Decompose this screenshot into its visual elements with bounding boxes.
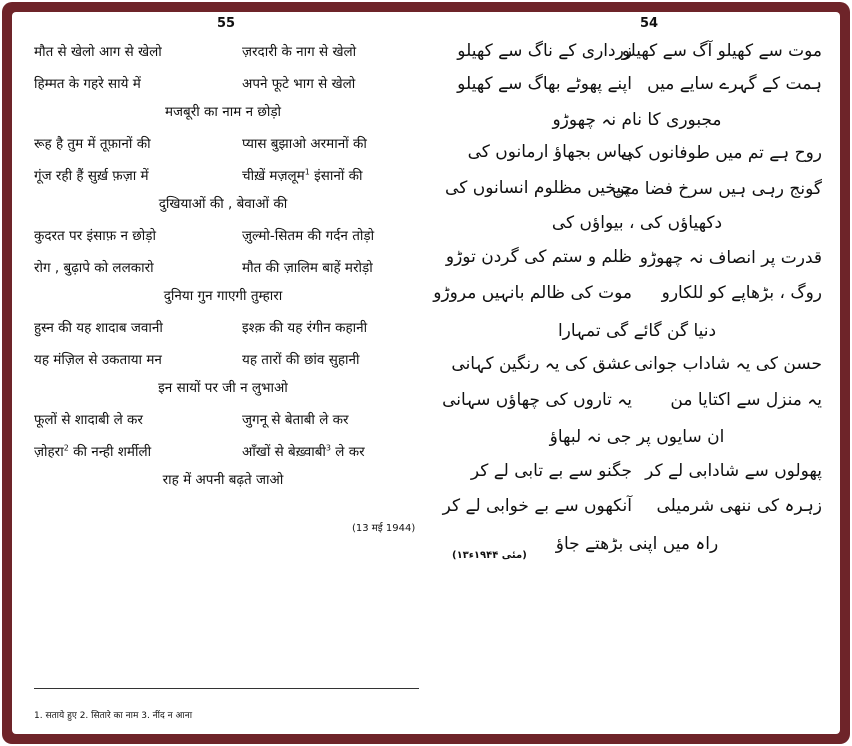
refrain-text: ان سایوں پر جی نہ لبھاؤ — [549, 427, 725, 448]
footnote-marker: 3 — [325, 443, 332, 453]
verse-first-half — [34, 74, 141, 92]
refrain-text: इन सायों पर जी न लुभाओ — [158, 380, 288, 396]
right-page-poem — [433, 40, 822, 554]
right-page-number: 54 — [640, 16, 659, 31]
verse-line — [34, 42, 412, 66]
footnote-marker: 2 — [63, 443, 69, 453]
verse-first-half: روح ہے تم میں طوفانوں کی — [620, 143, 822, 164]
verse-second-half-text: इश्क़ की यह रंगीन कहानी — [242, 320, 368, 336]
verse-second-half — [242, 410, 349, 428]
verse-line — [34, 74, 412, 98]
verse-second-half — [242, 226, 374, 244]
verse-second-half: عشق کی یہ رنگین کہانی — [451, 354, 632, 375]
refrain-line — [34, 102, 412, 126]
refrain-text: دکھیاؤں کی ، بیواؤں کی — [551, 213, 723, 234]
verse-second-half-text: प्यास बुझाओ अरमानों की — [242, 136, 367, 152]
verse-line — [452, 73, 822, 101]
refrain-text: مجبوری کا نام نہ چھوڑو — [552, 109, 722, 130]
verse-second-half: زرداری کے ناگ سے کھیلو — [457, 41, 632, 61]
page-frame — [2, 2, 850, 744]
verse-second-half: موت کی ظالم بانہیں مروڑو — [433, 283, 632, 304]
verse-second-half-text: चीख़ें मज़लूम — [242, 168, 305, 184]
verse-first-half-rest: की नन्ही शर्मीली — [68, 444, 152, 460]
verse-first-half-text: हुस्न की यह शादाब जवानी — [34, 320, 163, 336]
verse-line — [452, 40, 822, 68]
verse-first-half — [34, 350, 162, 368]
verse-second-half — [242, 74, 355, 92]
verse-second-half: یہ تاروں کی چھاؤں سہانی — [442, 389, 632, 410]
verse-line — [452, 353, 822, 381]
verse-line — [452, 460, 822, 488]
verse-second-half: آنکھوں سے بے خوابی لے کر — [442, 496, 632, 517]
verse-first-half-text: यह मंज़िल से उकताया मन — [34, 352, 162, 368]
verse-first-half — [34, 134, 151, 152]
verse-second-half — [242, 42, 356, 60]
verse-second-half — [242, 134, 367, 152]
verse-second-half-text: ज़रदारी के नाग से खेलो — [242, 44, 357, 60]
right-page-date: (۱۳مئی ۱۹۴۴ء) — [452, 550, 527, 561]
verse-second-half-rest: इंसानों की — [309, 168, 363, 184]
verse-second-half: جگنو سے بے تابی لے کر — [470, 460, 632, 481]
verse-second-half — [242, 442, 365, 460]
verse-first-half-text: हिम्मत के गहरे साये में — [34, 76, 141, 92]
verse-line — [34, 318, 412, 342]
verse-second-half-text: अपने फूटे भाग से खेलो — [242, 76, 356, 92]
verse-line — [445, 177, 822, 206]
verse-first-half-text: रोग , बुढ़ापे को ललकारो — [34, 260, 154, 276]
refrain-line — [452, 320, 822, 348]
verse-line — [433, 282, 822, 310]
verse-second-half — [242, 350, 359, 368]
verse-second-half-text: यह तारों की छांव सुहानी — [242, 352, 360, 368]
left-page-poem — [34, 42, 412, 522]
verse-first-half-text: मौत से खेलो आग से खेलो — [34, 44, 162, 60]
refrain-text: راہ میں اپنی بڑھتے جاؤ — [555, 533, 719, 554]
verse-second-half — [242, 166, 363, 184]
verse-first-half-text: कुदरत पर इंसाफ़ न छोड़ो — [34, 228, 156, 244]
verse-line — [442, 495, 822, 523]
refrain-line — [452, 109, 822, 137]
verse-first-half — [34, 166, 149, 184]
verse-second-half: چیخیں مظلوم انسانوں کی — [445, 177, 632, 198]
verse-second-half-text: मौत की ज़ालिम बाहें मरोड़ो — [242, 260, 373, 276]
verse-first-half: زہرہ کی ننھی شرمیلی — [656, 496, 822, 517]
verse-second-half-rest: ले कर — [331, 444, 365, 460]
verse-line — [34, 350, 412, 374]
verse-first-half: قدرت پر انصاف نہ چھوڑو — [639, 247, 822, 268]
verse-first-half — [34, 226, 156, 244]
verse-second-half: ظلم و ستم کی گردن توڑو — [445, 246, 632, 267]
verse-second-half — [242, 318, 367, 336]
verse-line — [34, 442, 412, 466]
verse-first-half — [34, 442, 151, 460]
verse-first-half: گونج رہی ہیں سرخ فضا میں — [612, 178, 822, 199]
verse-first-half — [34, 318, 163, 336]
verse-second-half-text: ज़ुल्मो-सितम की गर्दन तोड़ो — [242, 228, 375, 244]
verse-second-half-text: जुगनू से बेताबी ले कर — [242, 412, 349, 428]
refrain-text: राह में अपनी बढ़ते जाओ — [162, 472, 284, 488]
refrain-text: दुखियाओं की , बेवाओं की — [158, 196, 288, 212]
verse-first-half: ہمت کے گہرے سایے میں — [647, 74, 822, 95]
verse-second-half — [242, 258, 373, 276]
verse-first-half: حسن کی یہ شاداب جوانی — [634, 354, 822, 375]
verse-line — [452, 142, 822, 170]
verse-line — [34, 410, 412, 434]
verse-line — [34, 226, 412, 250]
refrain-text: दुनिया गुन गाएगी तुम्हारा — [163, 288, 283, 304]
verse-first-half — [34, 42, 162, 60]
footnote-marker: 1 — [304, 167, 310, 177]
verse-first-half-text: फूलों से शादाबी ले कर — [34, 412, 143, 428]
left-page-date: (13 मई 1944) — [352, 523, 416, 534]
verse-line — [442, 389, 822, 417]
verse-first-half-text: ज़ोहरा — [34, 444, 64, 460]
verse-first-half: پھولوں سے شادابی لے کر — [645, 460, 822, 481]
refrain-line — [34, 286, 412, 310]
verse-line — [34, 134, 412, 158]
book-spread — [12, 12, 840, 734]
verse-first-half: یہ منزل سے اکتایا من — [670, 389, 822, 410]
verse-first-half-text: गूंज रही हैं सुर्ख़ फ़ज़ा में — [34, 168, 149, 184]
verse-first-half: روگ ، بڑھاپے کو للکارو — [661, 283, 822, 304]
verse-line — [445, 246, 822, 275]
verse-first-half — [34, 410, 143, 428]
refrain-line — [34, 378, 412, 402]
verse-second-half: پیاس بجھاؤ ارمانوں کی — [467, 142, 632, 163]
verse-second-half: اپنے پھوٹے بھاگ سے کھیلو — [457, 74, 632, 95]
verse-first-half-text: रूह है तुम में तूफ़ानों की — [34, 136, 151, 152]
refrain-line — [34, 470, 412, 494]
verse-first-half — [34, 258, 154, 276]
verse-first-half: موت سے کھیلو آگ سے کھیلو — [621, 41, 822, 61]
refrain-line — [452, 213, 822, 241]
verse-second-half-text: आँखों से बेख़्वाबी — [242, 444, 326, 460]
refrain-line — [452, 426, 822, 454]
refrain-text: دنیا گن گائے گی تمہارا — [557, 320, 717, 341]
verse-line — [34, 258, 412, 282]
verse-line — [34, 166, 412, 190]
footnote-rule — [34, 688, 419, 689]
refrain-line — [34, 194, 412, 218]
left-page-number: 55 — [217, 16, 236, 31]
footnotes: 1. सताये हुए 2. सितारे का नाम 3. नींद न आना — [34, 711, 193, 721]
refrain-text: मजबूरी का नाम न छोड़ो — [164, 104, 282, 120]
